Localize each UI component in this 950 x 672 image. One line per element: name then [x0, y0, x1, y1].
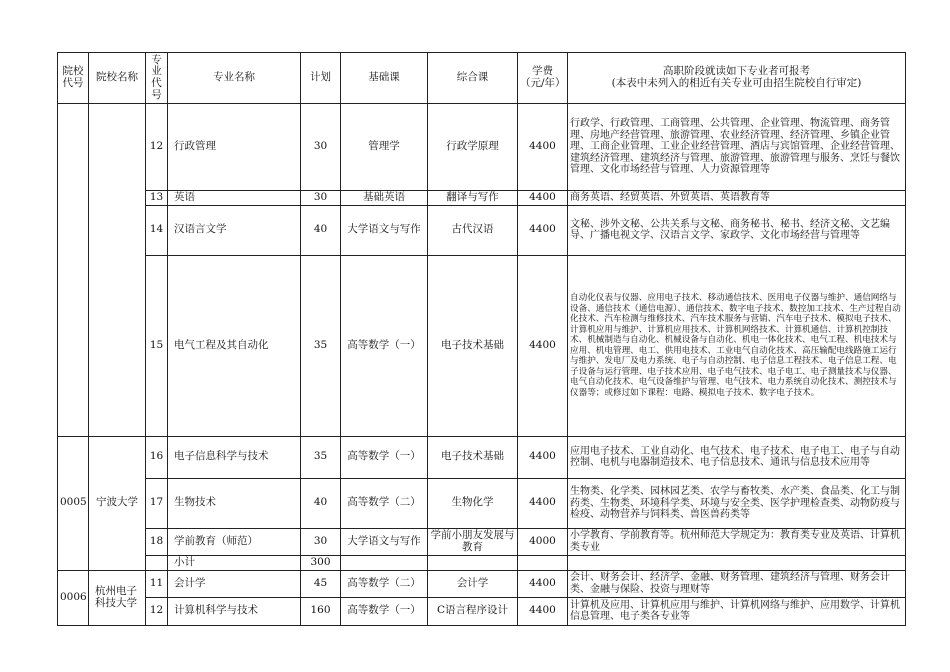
table-row — [58, 104, 906, 191]
tuition: 4400 — [518, 104, 568, 191]
plan-count: 30 — [301, 104, 341, 191]
comprehensive-course: 学前小朋友发展与教育 — [428, 528, 518, 555]
school-code: 0006 — [58, 570, 89, 625]
school-name: 杭州电子科技大学 — [89, 570, 146, 625]
header-major-name: 专业名称 — [168, 53, 301, 104]
header-plan: 计划 — [301, 53, 341, 104]
table-row — [58, 255, 906, 436]
tuition: 4000 — [518, 528, 568, 555]
header-requirement — [568, 53, 906, 104]
comprehensive-course: 生物化学 — [428, 478, 518, 528]
major-name: 生物技术 — [168, 478, 301, 528]
plan-count: 40 — [301, 205, 341, 255]
school-code-cell — [58, 104, 89, 437]
table-row — [58, 597, 906, 625]
basic-course: 高等数学（一） — [341, 255, 428, 436]
requirement: 小学教育、学前教育等。杭州师范大学规定为：教育类专业及英语、计算机类专业 — [568, 528, 906, 555]
school-code: 0005 — [58, 436, 89, 570]
header-requirement-line1: 高职阶段就读如下专业者可报考 — [663, 65, 810, 78]
plan-count: 45 — [301, 570, 341, 597]
basic-course: 高等数学（一） — [341, 597, 428, 625]
subtotal-label: 小计 — [168, 555, 301, 570]
comprehensive-course: 翻译与写作 — [428, 191, 518, 206]
tuition: 4400 — [518, 570, 568, 597]
header-comprehensive-course: 综合课 — [428, 53, 518, 104]
major-code: 11 — [146, 570, 168, 597]
major-code: 17 — [146, 478, 168, 528]
plan-count: 30 — [301, 191, 341, 206]
comprehensive-course: 电子技术基础 — [428, 436, 518, 478]
major-code: 15 — [146, 255, 168, 436]
tuition: 4400 — [518, 436, 568, 478]
basic-course: 大学语文与写作 — [341, 528, 428, 555]
comprehensive-course: 古代汉语 — [428, 205, 518, 255]
major-code: 16 — [146, 436, 168, 478]
major-name: 计算机科学与技术 — [168, 597, 301, 625]
requirement: 自动化仪表与仪器、应用电子技术、移动通信技术、医用电子仪器与维护、通信网络与设备、通信技术（通信电源）、通信技术、数字电子技术、数控加工技术、生产过程自动化技术、汽车检测与维修技术、汽车技术服务与营销、汽车电子技术、模拟电子技术、计算机应用与维护、计算机应用技术、计算机网络技术、计算机通信、计算机控制技术、机械制造与自动化、机械设备与自动化、机电一体化技术、电气工程、机电技术与应用、机电管理、电工、供用电技术、工业电气自动化技术、高压输配电线路施工运行与维护、发电厂及电力系统、电子与自动控制、电子信息工程技术、电子信息工程、电子设备与运行管理、电子技术应用、电子电气技术、电子电工、电子测量技术与仪器、电气自动化技术、电气设备维护与管理、电气技术、电力系统自动化技术、测控技术与仪器等；或修过如下课程：电路、模拟电子技术、数字电子技术。 — [568, 255, 906, 436]
plan-count: 30 — [301, 528, 341, 555]
table-row — [58, 570, 906, 597]
requirement: 会计、财务会计、经济学、金融、财务管理、建筑经济与管理、财务会计类、金融与保险、投资与理财等 — [568, 570, 906, 597]
tuition: 4400 — [518, 597, 568, 625]
major-code: 12 — [146, 104, 168, 191]
comprehensive-course: 会计学 — [428, 570, 518, 597]
header-school-code: 院校代号 — [58, 53, 89, 104]
basic-course: 基础英语 — [341, 191, 428, 206]
plan-count: 160 — [301, 597, 341, 625]
subtotal-value: 300 — [301, 555, 341, 570]
plan-count: 35 — [301, 255, 341, 436]
tuition: 4400 — [518, 478, 568, 528]
requirement: 文秘、涉外文秘、公共关系与文秘、商务秘书、秘书、经济文秘、文艺编导、广播电视文学、汉语言文学、家政学、文化市场经营与管理等 — [568, 205, 906, 255]
admission-table — [57, 52, 906, 626]
basic-course: 高等数学（一） — [341, 436, 428, 478]
major-name: 电气工程及其自动化 — [168, 255, 301, 436]
subtotal-row — [58, 555, 906, 570]
tuition: 4400 — [518, 205, 568, 255]
table-row — [58, 436, 906, 478]
school-name-cell — [89, 104, 146, 437]
tuition: 4400 — [518, 255, 568, 436]
header-row — [58, 53, 906, 104]
major-name: 英语 — [168, 191, 301, 206]
major-name: 电子信息科学与技术 — [168, 436, 301, 478]
comprehensive-course: 电子技术基础 — [428, 255, 518, 436]
header-tuition: 学费（元/年） — [518, 53, 568, 104]
header-basic-course: 基础课 — [341, 53, 428, 104]
header-major-code: 专业代号 — [146, 53, 168, 104]
header-requirement-line2: (本表中未列入的相近有关专业可由招生院校自行审定) — [611, 77, 862, 89]
requirement: 行政学、行政管理、工商管理、公共管理、企业管理、物流管理、商务管理、房地产经营管理、旅游管理、农业经济管理、经济管理、乡镇企业管理、工商企业管理、工业企业经营管理、酒店与宾馆管理、企业经营管理、建筑经济管理、建筑经济与管理、旅游管理、旅游管理与服务、烹饪与餐饮管理、文化市场经营与管理、人力资源管理等 — [568, 104, 906, 191]
comprehensive-course: 行政学原理 — [428, 104, 518, 191]
basic-course: 大学语文与写作 — [341, 205, 428, 255]
major-name: 会计学 — [168, 570, 301, 597]
subtotal-spacer — [146, 555, 168, 570]
school-name: 宁波大学 — [89, 436, 146, 570]
header-school-name: 院校名称 — [89, 53, 146, 104]
major-code: 14 — [146, 205, 168, 255]
table-row — [58, 191, 906, 206]
requirement: 计算机及应用、计算机应用与维护、计算机网络与维护、应用数学、计算机信息管理、电子类各专业等 — [568, 597, 906, 625]
major-code: 18 — [146, 528, 168, 555]
comprehensive-course: C语言程序设计 — [428, 597, 518, 625]
table-row — [58, 205, 906, 255]
plan-count: 40 — [301, 478, 341, 528]
plan-count: 35 — [301, 436, 341, 478]
basic-course: 管理学 — [341, 104, 428, 191]
tuition: 4400 — [518, 191, 568, 206]
basic-course: 高等数学（二） — [341, 570, 428, 597]
major-code: 12 — [146, 597, 168, 625]
major-name: 行政管理 — [168, 104, 301, 191]
major-name: 学前教育（师范） — [168, 528, 301, 555]
major-name: 汉语言文学 — [168, 205, 301, 255]
basic-course: 高等数学（二） — [341, 478, 428, 528]
requirement: 应用电子技术、工业自动化、电气技术、电子技术、电子电工、电子与自动控制、电机与电器制造技术、电子信息技术、通讯与信息技术应用等 — [568, 436, 906, 478]
major-code: 13 — [146, 191, 168, 206]
requirement: 商务英语、经贸英语、外贸英语、英语教育等 — [568, 191, 906, 206]
table-row — [58, 528, 906, 555]
requirement: 生物类、化学类、园林园艺类、农学与畜牧类、水产类、食品类、化工与制药类、生物类、环境科学类、环境与安全类、医学护理检查类、动物防疫与检疫、动物营养与饲料类、兽医兽药类等 — [568, 478, 906, 528]
table-row — [58, 478, 906, 528]
